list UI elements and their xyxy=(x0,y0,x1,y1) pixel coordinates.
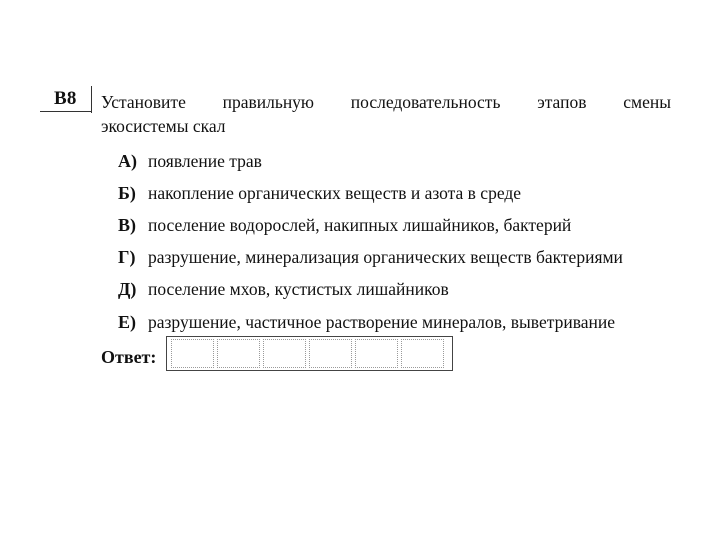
option-item-a xyxy=(118,145,623,177)
question-word: правильную xyxy=(222,92,315,112)
option-letter: В) xyxy=(118,214,136,235)
option-letter: Б) xyxy=(118,182,136,203)
task-number-divider xyxy=(91,86,92,113)
answer-box xyxy=(166,336,453,371)
option-text: появление трав xyxy=(148,150,262,171)
option-letter: Е) xyxy=(118,311,136,332)
question-word: этапов xyxy=(537,92,587,112)
task-number-underline xyxy=(40,111,92,112)
task-number: B8 xyxy=(54,88,77,109)
option-item-e xyxy=(118,306,623,338)
question-text-line1 xyxy=(101,91,671,113)
answer-cell-6[interactable] xyxy=(401,339,444,368)
option-text: поселение мхов, кустистых лишайников xyxy=(148,279,449,300)
answer-cell-3[interactable] xyxy=(263,339,306,368)
answer-label: Ответ: xyxy=(101,347,157,367)
question-text-line2: экосистемы скал xyxy=(101,116,226,136)
question-word: последовательность xyxy=(350,92,501,112)
answer-cell-1[interactable] xyxy=(171,339,214,368)
option-item-g xyxy=(118,242,623,274)
option-text: разрушение, частичное растворение минералов, выветривание xyxy=(148,311,615,332)
option-letter: Г) xyxy=(118,247,136,268)
question-word: Установите xyxy=(101,92,186,112)
option-text: разрушение, минерализация органических веществ бактериями xyxy=(148,247,623,268)
option-item-d xyxy=(118,274,623,306)
option-letter: А) xyxy=(118,150,137,171)
option-text: поселение водорослей, накипных лишайников, бактерий xyxy=(148,214,572,235)
answer-cell-4[interactable] xyxy=(309,339,352,368)
answer-cell-2[interactable] xyxy=(217,339,260,368)
option-letter: Д) xyxy=(118,279,137,300)
option-item-v xyxy=(118,209,623,241)
options-list xyxy=(118,145,623,338)
question-word: смены xyxy=(623,92,671,112)
option-text: накопление органических веществ и азота в среде xyxy=(148,182,522,203)
answer-cell-5[interactable] xyxy=(355,339,398,368)
option-item-b xyxy=(118,177,623,209)
